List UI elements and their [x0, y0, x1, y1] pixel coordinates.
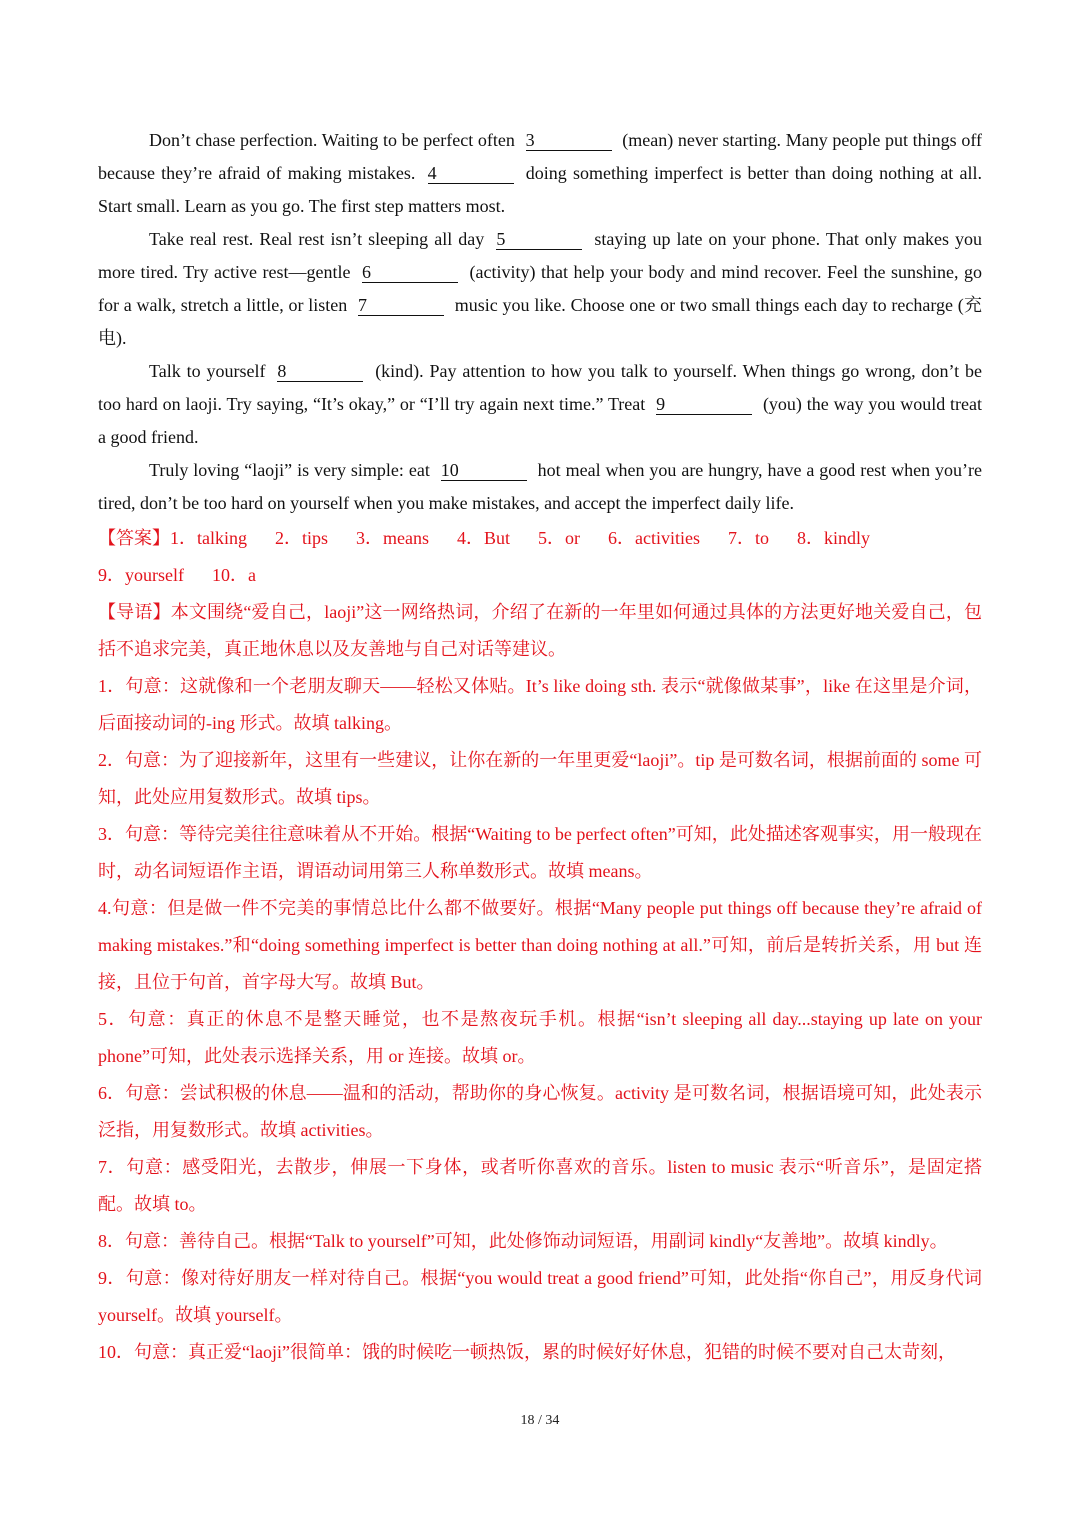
blank-9[interactable]: 9 — [656, 394, 752, 415]
page-number: 18 / 34 — [520, 1413, 560, 1428]
passage-paragraph-3: Talk to yourself 8 (kind). Pay attention to how you talk to yourself. When things go wrong, don’t be too hard on laoji. Try saying, “It’s okay,” or “I’ll try again next time.” Treat 9 (you) the way you would treat a good friend. — [98, 361, 983, 447]
answer-item: 8．kindly — [797, 528, 871, 548]
explanation-8: 8．句意：善待自己。根据“Talk to yourself”可知，此处修饰动词短语，用副词 kindly“友善地”。故填 kindly。 — [98, 1231, 948, 1251]
guide-paragraph: 【导语】本文围绕“爱自己，laoji”这一网络热词，介绍了在新的一年里如何通过具体的方法更好地关爱自己，包括不追求完美，真正地休息以及友善地与自己对话等建议。 — [98, 602, 983, 659]
blank-10[interactable]: 10 — [441, 460, 527, 481]
answer-item: 1．talking — [170, 528, 247, 548]
explanation-10: 10．句意：真正爱“laoji”很简单：饿的时候吃一顿热饭，累的时候好好休息，犯错的时候不要对自己太苛刻， — [98, 1342, 956, 1362]
answer-item: 4．But — [457, 528, 511, 548]
answer-item: 9．yourself — [98, 565, 184, 585]
blank-3[interactable]: 3 — [526, 130, 612, 151]
guide-label: 【导语】 — [98, 602, 171, 622]
passage-paragraph-4: Truly loving “laoji” is very simple: eat 10 hot meal when you are hungry, have a good rest when you’re tired, don’t be too hard on yourself when you make mistakes, and accept the imperfect daily life. — [98, 460, 982, 513]
passage-paragraph-2: Take real rest. Real rest isn’t sleeping all day 5 staying up late on your phone. That only makes you more tired. Try active rest—gentle 6 (activity) that help your body and mind recover. Feel the sunshine, go for a walk, stretch a little, or listen 7 music you like. Choose one or two small things each day to recharge (充电). — [98, 229, 983, 348]
answer-item: 7．to — [728, 528, 770, 548]
explanation-7: 7．句意：感受阳光，去散步，伸展一下身体，或者听你喜欢的音乐。listen to music 表示“听音乐”，是固定搭配。故填 to。 — [98, 1157, 982, 1214]
blank-4[interactable]: 4 — [428, 163, 514, 184]
explanation-9: 9．句意：像对待好朋友一样对待自己。根据“you would treat a good friend”可知，此处指“你自己”，用反身代词 yourself。故填 yourself。 — [98, 1268, 982, 1325]
answer-label: 【答案】 — [98, 528, 170, 548]
document-body — [98, 124, 982, 1371]
blank-6[interactable]: 6 — [362, 262, 458, 283]
answer-item: 10．a — [211, 565, 256, 585]
answer-item: 6．activities — [608, 528, 700, 548]
explanation-1: 1．句意：这就像和一个老朋友聊天——轻松又体贴。It’s like doing sth. 表示“就像做某事”，like 在这里是介词，后面接动词的-ing 形式。故填 talking。 — [98, 676, 982, 733]
answer-key-continued — [98, 557, 982, 594]
explanation-3: 3．句意：等待完美往往意味着从不开始。根据“Waiting to be perfect often”可知，此处描述客观事实，用一般现在时，动名词短语作主语，谓语动词用第三人称单数形式。故填 means。 — [98, 824, 982, 881]
blank-8[interactable]: 8 — [277, 361, 363, 382]
explanation-6: 6．句意：尝试积极的休息——温和的活动，帮助你的身心恢复。activity 是可数名词，根据语境可知，此处表示泛指，用复数形式。故填 activities。 — [98, 1083, 982, 1140]
answer-item: 2．tips — [275, 528, 329, 548]
explanation-5: 5．句意：真正的休息不是整天睡觉，也不是熬夜玩手机。根据“isn’t sleeping all day...staying up late on your phone”可知，此处表示选择关系，用 or 连接。故填 or。 — [98, 1009, 982, 1066]
blank-5[interactable]: 5 — [496, 229, 582, 250]
blank-7[interactable]: 7 — [358, 295, 444, 316]
explanation-2: 2．句意：为了迎接新年，这里有一些建议，让你在新的一年里更爱“laoji”。tip 是可数名词，根据前面的 some 可知，此处应用复数形式。故填 tips。 — [98, 750, 982, 807]
answer-item: 5．or — [538, 528, 581, 548]
answer-key — [98, 520, 982, 557]
answer-item: 3．means — [356, 528, 429, 548]
passage-paragraph-1: Don’t chase perfection. Waiting to be perfect often 3 (mean) never starting. Many people put things off because they’re afraid of making mistakes. 4 doing something imperfect is better than doing nothing at all. Start small. Learn as you go. The first step matters most. — [98, 130, 983, 216]
explanation-4: 4.句意：但是做一件不完美的事情总比什么都不做要好。根据“Many people put things off because they’re afraid of making mistakes.”和“doing something imperfect is better than doing nothing at all.”可知，前后是转折关系，用 but 连接，且位于句首，首字母大写。故填 But。 — [98, 898, 982, 992]
